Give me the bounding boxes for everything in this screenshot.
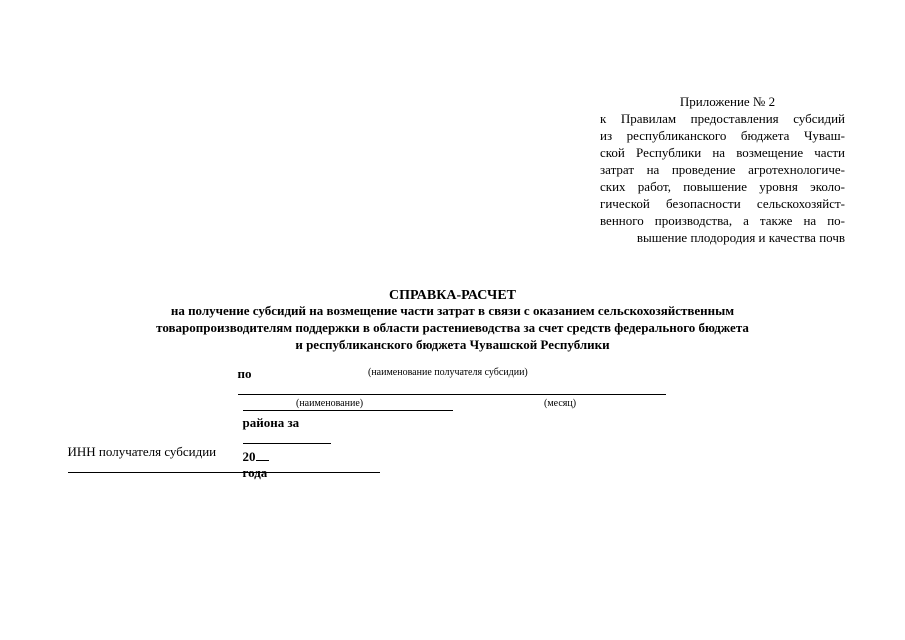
appendix-line: из республиканского бюджета Чуваш- (600, 128, 845, 143)
subtitle-line: товаропроизводителям поддержки в области растениеводства за счет средств федерального бюджета (156, 320, 749, 335)
month-caption: (месяц) (544, 398, 577, 409)
year-label: года (242, 465, 268, 480)
recipient-caption: (наименование получателя субсидии) (368, 367, 528, 378)
appendix-body (600, 110, 845, 246)
appendix-line: ских работ, повышение уровня эколо- (600, 179, 845, 194)
inn-label: ИНН получателя субсидии (67, 444, 217, 459)
po-label: по (237, 366, 252, 381)
subtitle-line: и республиканского бюджета Чувашской Республики (295, 337, 610, 352)
name-caption: (наименование) (296, 398, 364, 409)
appendix-line: вышение плодородия и качества почв (636, 230, 845, 245)
document-title: СПРАВКА-РАСЧЕТ (388, 288, 517, 303)
appendix-line: венного производства, а также на по- (600, 213, 845, 228)
document-subtitle (0, 302, 905, 353)
subtitle-line: на получение субсидий на возмещение части затрат в связи с оказанием сельскохозяйственным (170, 303, 735, 318)
appendix-line: затрат на проведение агротехнологиче- (600, 162, 845, 177)
appendix-title: Приложение № 2 (679, 94, 776, 109)
inn-line (61, 428, 380, 477)
appendix-line: к Правилам предоставления субсидий (600, 111, 845, 126)
district-label: района за (242, 415, 300, 430)
year-prefix: 20 (242, 449, 256, 464)
inn-field[interactable] (68, 460, 380, 473)
appendix-header (600, 93, 845, 246)
appendix-line: ской Республики на возмещение части (600, 145, 845, 160)
appendix-line: гической безопасности сельскохозяйст- (600, 196, 845, 211)
